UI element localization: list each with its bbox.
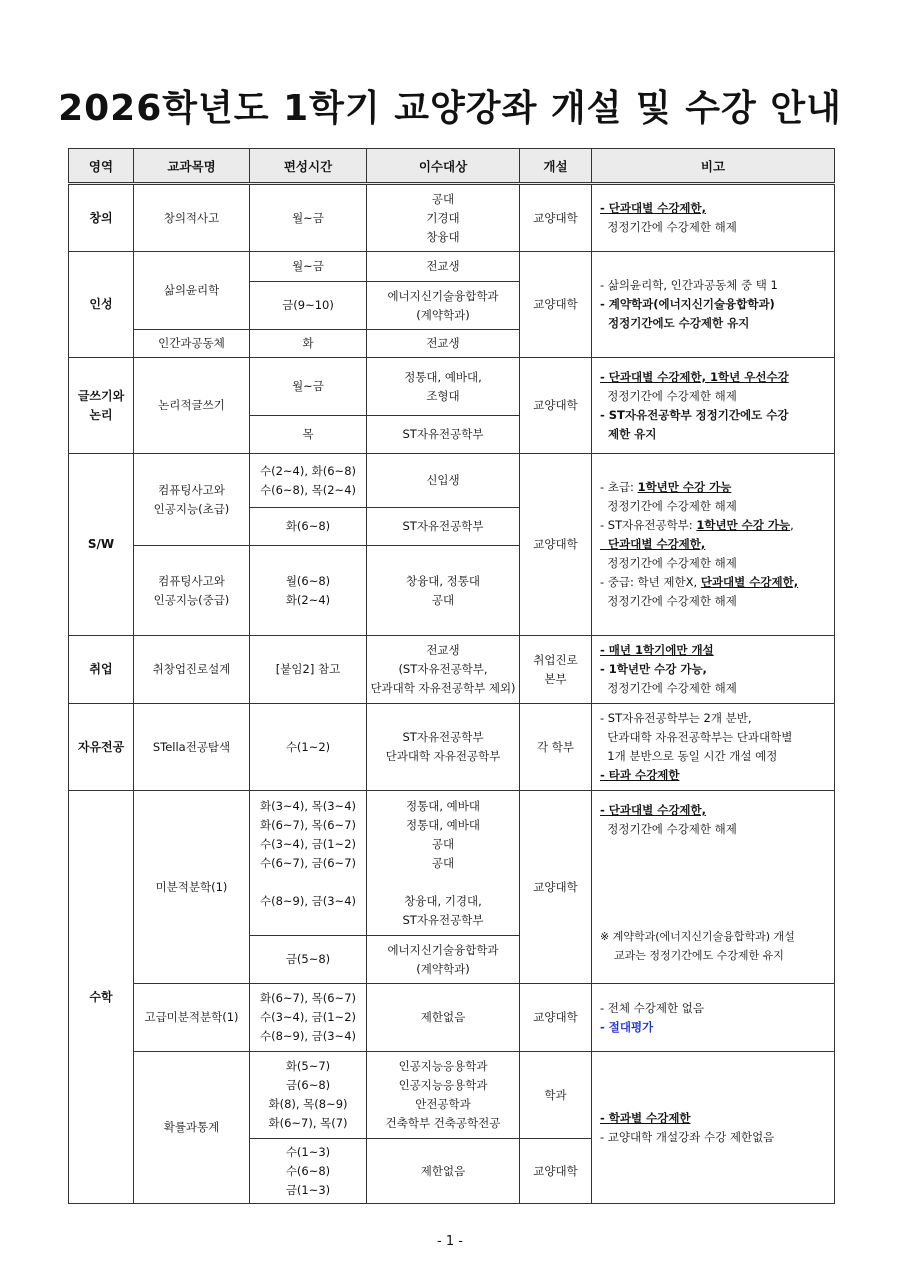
- area-cell: 인성: [69, 252, 134, 358]
- header-area: 영역: [69, 149, 134, 184]
- table-row: [69, 252, 835, 282]
- area-cell: 취업: [69, 636, 134, 704]
- open-cell: 교양대학: [520, 1139, 592, 1204]
- target-cell: 신입생: [367, 454, 520, 508]
- course-cell: 논리적글쓰기: [134, 358, 250, 454]
- note-cell: - ST자유전공학부는 2개 분반, 단과대학 자유전공학부는 단과대학별 1개 분반으로 동일 시간 개설 예정 - 타과 수강제한: [592, 704, 835, 791]
- note-cell: - 단과대별 수강제한, 1학년 우선수강 정정기간에 수강제한 해제 - ST자유전공학부 정정기간에도 수강 제한 유지: [592, 358, 835, 454]
- course-cell: 컴퓨팅사고와 인공지능(초급): [134, 454, 250, 546]
- area-cell: 수학: [69, 791, 134, 1204]
- time-cell: 수(2~4), 화(6~8) 수(6~8), 목(2~4): [250, 454, 367, 508]
- header-time: 편성시간: [250, 149, 367, 184]
- course-cell: 삶의윤리학: [134, 252, 250, 330]
- open-cell: 각 학부: [520, 704, 592, 791]
- time-cell: 월(6~8) 화(2~4): [250, 546, 367, 636]
- target-cell: 정통대, 예바대, 조형대: [367, 358, 520, 416]
- time-cell: 금(5~8): [250, 936, 367, 984]
- open-cell: 교양대학: [520, 184, 592, 252]
- time-cell: 월~금: [250, 252, 367, 282]
- target-cell: 정통대, 예바대 정통대, 예바대 공대 공대 창융대, 기경대, ST자유전공학부: [367, 791, 520, 936]
- target-cell: ST자유전공학부: [367, 416, 520, 454]
- target-cell: 제한없음: [367, 1139, 520, 1204]
- time-cell: 목: [250, 416, 367, 454]
- time-cell: 수(1~2): [250, 704, 367, 791]
- target-cell: 에너지신기술융합학과 (계약학과): [367, 936, 520, 984]
- table-header-row: [69, 149, 835, 184]
- table-row: [69, 636, 835, 704]
- table-row: [69, 358, 835, 416]
- note-cell: - 단과대별 수강제한, 정정기간에 수강제한 해제: [592, 184, 835, 252]
- area-cell: 글쓰기와 논리: [69, 358, 134, 454]
- note-cell: - 매년 1학기에만 개설 - 1학년만 수강 가능, 정정기간에 수강제한 해제: [592, 636, 835, 704]
- course-cell: 미분적분학(1): [134, 791, 250, 984]
- table-row: [69, 454, 835, 508]
- time-cell: 화(3~4), 목(3~4) 화(6~7), 목(6~7) 수(3~4), 금(1~2) 수(6~7), 금(6~7) 수(8~9), 금(3~4): [250, 791, 367, 936]
- table-row: [69, 791, 835, 936]
- time-cell: 월~금: [250, 358, 367, 416]
- course-cell: 창의적사고: [134, 184, 250, 252]
- open-cell: 교양대학: [520, 252, 592, 358]
- note-cell: - 학과별 수강제한 - 교양대학 개설강좌 수강 제한없음: [592, 1052, 835, 1204]
- area-cell: 자유전공: [69, 704, 134, 791]
- time-cell: [붙임2] 참고: [250, 636, 367, 704]
- course-cell: 인간과공동체: [134, 330, 250, 358]
- open-cell: 교양대학: [520, 358, 592, 454]
- target-cell: 전교생: [367, 330, 520, 358]
- note-cell: - 삶의윤리학, 인간과공동체 중 택 1 - 계약학과(에너지신기술융합학과) 정정기간에도 수강제한 유지: [592, 252, 835, 358]
- course-cell: 취창업진로설계: [134, 636, 250, 704]
- course-cell: STella전공탐색: [134, 704, 250, 791]
- open-cell: 학과: [520, 1052, 592, 1139]
- header-course: 교과목명: [134, 149, 250, 184]
- open-cell: 교양대학: [520, 984, 592, 1052]
- time-cell: 화: [250, 330, 367, 358]
- header-open: 개설: [520, 149, 592, 184]
- header-note: 비고: [592, 149, 835, 184]
- time-cell: 화(6~8): [250, 508, 367, 546]
- course-table: [68, 148, 835, 1204]
- course-cell: 확률과통계: [134, 1052, 250, 1204]
- target-cell: 전교생: [367, 252, 520, 282]
- target-cell: ST자유전공학부: [367, 508, 520, 546]
- time-cell: 수(1~3) 수(6~8) 금(1~3): [250, 1139, 367, 1204]
- open-cell: 교양대학: [520, 454, 592, 636]
- page-number: - 1 -: [437, 1234, 463, 1249]
- target-cell: 인공지능응용학과 인공지능응용학과 안전공학과 건축학부 건축공학전공: [367, 1052, 520, 1139]
- open-cell: 교양대학: [520, 791, 592, 984]
- time-cell: 월~금: [250, 184, 367, 252]
- note-cell: - 초급: 1학년만 수강 가능 정정기간에 수강제한 해제 - ST자유전공학부: 1학년만 수강 가능, 단과대별 수강제한, 정정기간에 수강제한 해제 - 중급: 학년 제한X, 단과대별 수강제한, 정정기간에 수강제한 해제: [592, 454, 835, 636]
- note-cell: - 전체 수강제한 없음 - 절대평가: [592, 984, 835, 1052]
- target-cell: 전교생 (ST자유전공학부, 단과대학 자유전공학부 제외): [367, 636, 520, 704]
- course-cell: 고급미분적분학(1): [134, 984, 250, 1052]
- course-cell: 컴퓨팅사고와 인공지능(중급): [134, 546, 250, 636]
- area-cell: 창의: [69, 184, 134, 252]
- target-cell: ST자유전공학부 단과대학 자유전공학부: [367, 704, 520, 791]
- time-cell: 화(5~7) 금(6~8) 화(8), 목(8~9) 화(6~7), 목(7): [250, 1052, 367, 1139]
- target-cell: 창융대, 정통대 공대: [367, 546, 520, 636]
- area-cell: S/W: [69, 454, 134, 636]
- time-cell: 화(6~7), 목(6~7) 수(3~4), 금(1~2) 수(8~9), 금(3~4): [250, 984, 367, 1052]
- table-row: [69, 1052, 835, 1139]
- target-cell: 에너지신기술융합학과 (계약학과): [367, 282, 520, 330]
- table-row: [69, 184, 835, 252]
- target-cell: 제한없음: [367, 984, 520, 1052]
- header-target: 이수대상: [367, 149, 520, 184]
- open-cell: 취업진로 본부: [520, 636, 592, 704]
- target-cell: 공대 기경대 창융대: [367, 184, 520, 252]
- table-row: [69, 984, 835, 1052]
- time-cell: 금(9~10): [250, 282, 367, 330]
- page-title: 2026학년도 1학기 교양강좌 개설 및 수강 안내: [58, 88, 842, 129]
- table-row: [69, 704, 835, 791]
- note-cell: - 단과대별 수강제한, 정정기간에 수강제한 해제 ※ 계약학과(에너지신기술융합학과) 개설 교과는 정정기간에도 수강제한 유지: [592, 791, 835, 984]
